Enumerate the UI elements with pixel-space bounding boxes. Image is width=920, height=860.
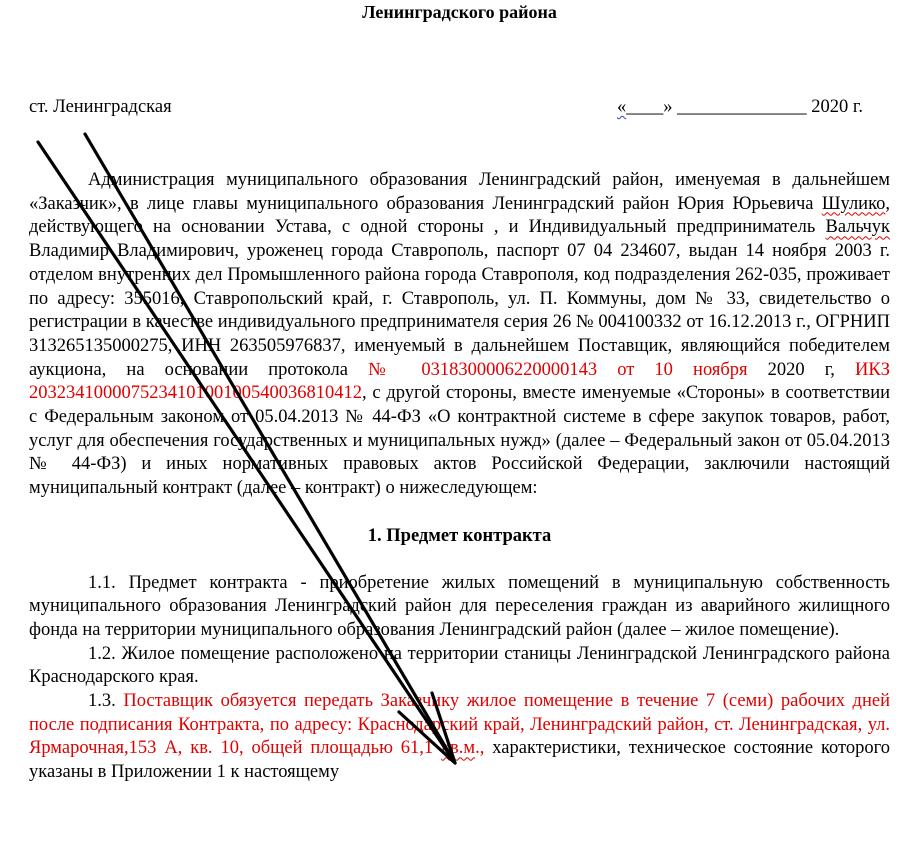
date-open-quote: « bbox=[616, 97, 627, 117]
contract-place: ст. Ленинградская bbox=[29, 97, 172, 117]
text-run: 1.3. bbox=[88, 691, 124, 712]
district-title: Ленинградского района bbox=[362, 2, 557, 22]
text-run: 1.1. Предмет контракта - приобретение жилых помещений в муниципальную собственность муниципального образования Ленинградский район для переселения граждан из аварийного жилищного фонда на территории муниципального образования Ленинградский район (далее – жилое помещение). bbox=[29, 572, 890, 640]
section-clauses bbox=[29, 572, 890, 785]
date-close-quote: » bbox=[663, 97, 673, 117]
text-run: Вальчук bbox=[825, 217, 890, 238]
text-run: Поставщик обязуется передать Заказчику жилое помещение в течение 7 (семи) рабочих дней после подписания Контракта, по адресу: Краснодарский край, Ленинградский район, ст. Ленинградская, ул. Ярмарочная,153 А, кв. 10, общей площадью 61,1 bbox=[29, 691, 890, 759]
text-run: ., bbox=[475, 738, 493, 759]
text-run: Шулико bbox=[821, 193, 886, 214]
text-run: Владимир Владимирович, уроженец города Ставрополь, паспорт 07 04 234607, выдан 14 ноября 2003 г. отделом внутренних дел Промышленного района города Ставрополя, код подразделения 262-035, проживает по адресу: 355016, Ставропольский край, г. Ставрополь, ул. П. Коммуны, дом № 33, свидетельство о регистрации в качестве индивидуального предпринимателя серия 26 № 004100332 от 16.12.2013 г., ОГРНИП 313265135000275, ИНН 263505976837, именуемый в дальнейшем Поставщик, являющийся победителем аукциона, на основании протокола bbox=[29, 241, 890, 380]
document-page bbox=[29, 0, 890, 860]
date-day-blank: ____ bbox=[626, 97, 664, 117]
text-run: характеристики, техническое состояние которого указаны в Приложении 1 к настоящему bbox=[29, 738, 890, 783]
text-run: , действующего на основании Устава, с одной стороны , и Индивидуальный предприниматель bbox=[29, 193, 890, 238]
clause-paragraph bbox=[29, 643, 890, 690]
text-run: , с другой стороны, вместе именуемые «Стороны» в соответствии с Федеральным законом от 05.04.2013 № 44-ФЗ «О контрактной системе в сфере закупок товаров, работ, услуг для обеспечения государственных и муниципальных нужд» (далее – Федеральный закон от 05.04.2013 № 44-ФЗ) и иных нормативных правовых актов Российской Федерации, заключили настоящий муниципальный контракт (далее – контракт) о нижеследующем: bbox=[29, 383, 890, 499]
preamble-paragraph bbox=[29, 169, 890, 501]
clause-paragraph bbox=[29, 690, 890, 785]
text-run: Администрация муниципального образования Ленинградский район, именуемая в дальнейшем «Заказчик», в лице главы муниципального образования Ленинградский район Юрия Юрьевича bbox=[29, 170, 890, 214]
text-run: ИКЗ 203234100007523410100100540036810412 bbox=[29, 359, 890, 404]
clause-paragraph bbox=[29, 572, 890, 643]
date-month-blank: ______________ bbox=[677, 97, 807, 117]
text-run: кв.м bbox=[441, 738, 476, 759]
date-year: 2020 г. bbox=[811, 97, 863, 117]
text-run: 2020 г, bbox=[747, 359, 856, 380]
text-run: № 0318300006220000143 от 10 ноября bbox=[368, 359, 748, 380]
text-run: 1.2. Жилое помещение расположено на территории станицы Ленинградской Ленинградского района Краснодарского края. bbox=[29, 643, 890, 688]
place-date-row bbox=[29, 96, 890, 120]
contract-date bbox=[617, 96, 863, 120]
contract-body bbox=[29, 169, 890, 785]
section-heading: 1. Предмет контракта bbox=[367, 525, 552, 546]
